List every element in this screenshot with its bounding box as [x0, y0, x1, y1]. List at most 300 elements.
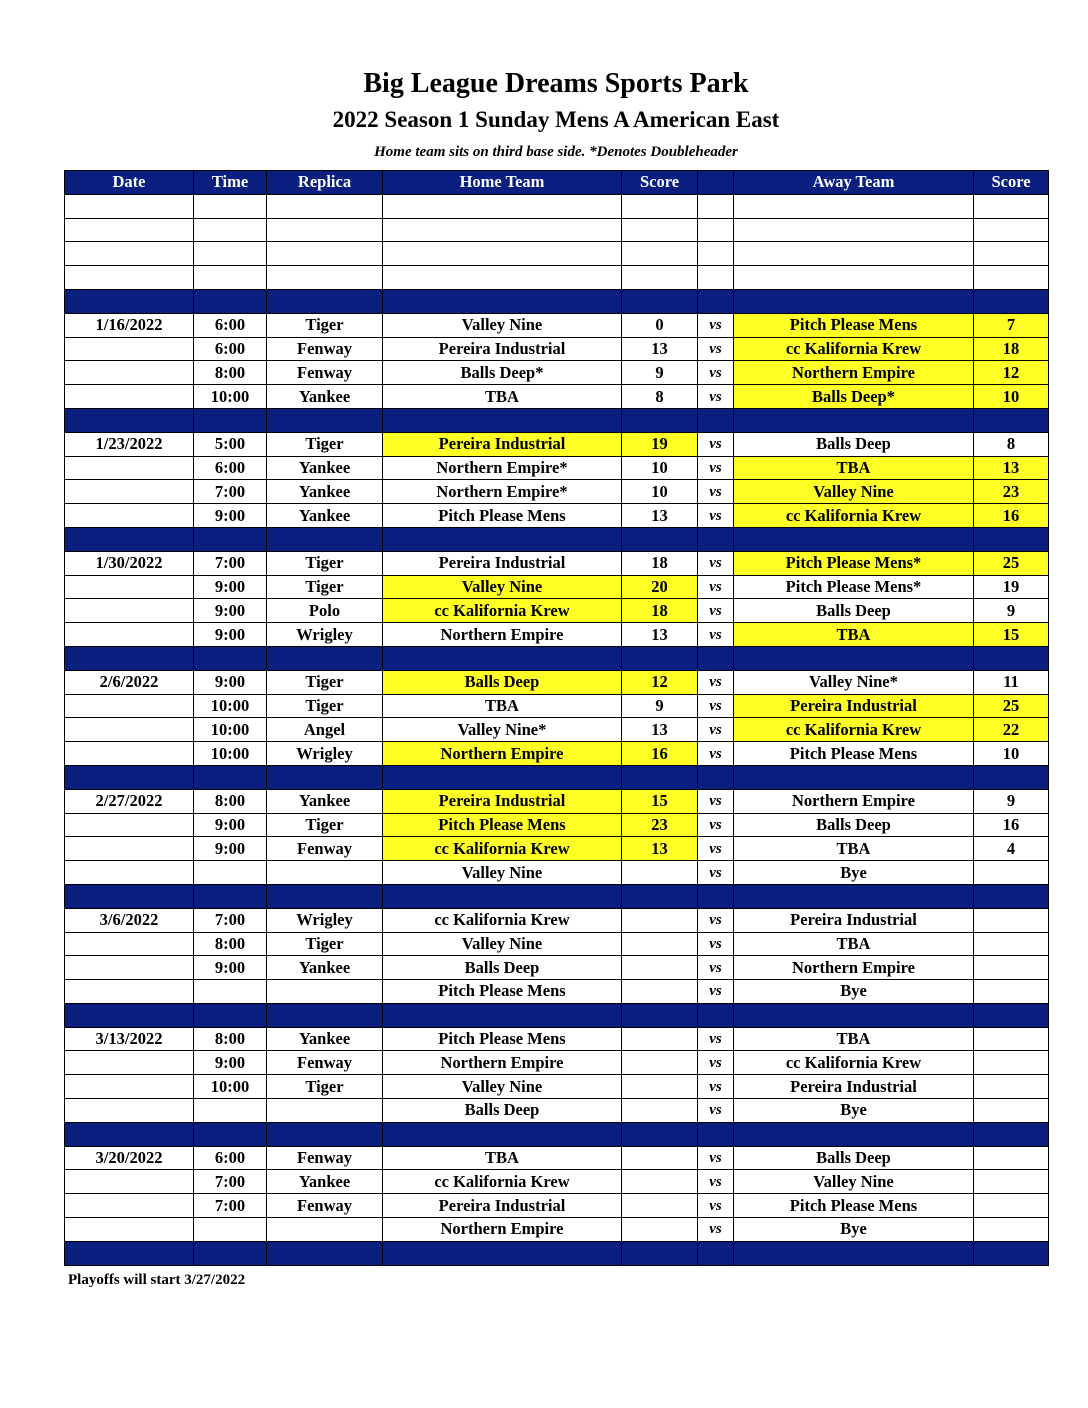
cell-away-team: cc Kalifornia Krew — [734, 1051, 974, 1075]
separator-row — [65, 884, 1049, 908]
cell-time: 7:00 — [194, 908, 267, 932]
game-row — [65, 599, 1049, 623]
cell-date: 3/6/2022 — [65, 908, 194, 932]
cell-vs: vs — [698, 1027, 734, 1051]
cell-away-score — [974, 218, 1049, 242]
cell-replica: Fenway — [267, 1051, 383, 1075]
cell-time — [194, 194, 267, 218]
cell-date — [65, 1241, 194, 1265]
cell-home-team: Balls Deep — [383, 956, 622, 980]
game-row — [65, 1051, 1049, 1075]
cell-time: 9:00 — [194, 837, 267, 861]
cell-home-score — [622, 932, 698, 956]
game-row — [65, 1170, 1049, 1194]
schedule-body — [65, 194, 1049, 1265]
cell-home-team: Northern Empire* — [383, 480, 622, 504]
cell-date — [65, 266, 194, 290]
cell-date — [65, 385, 194, 409]
cell-home-team: TBA — [383, 1146, 622, 1170]
cell-home-score — [622, 266, 698, 290]
cell-away-score — [974, 527, 1049, 551]
cell-vs: vs — [698, 313, 734, 337]
game-row — [65, 1146, 1049, 1170]
cell-away-score — [974, 884, 1049, 908]
cell-time: 10:00 — [194, 694, 267, 718]
cell-home-score: 13 — [622, 718, 698, 742]
cell-date: 1/30/2022 — [65, 551, 194, 575]
cell-time — [194, 1003, 267, 1027]
cell-time — [194, 527, 267, 551]
cell-vs: vs — [698, 789, 734, 813]
cell-home-score — [622, 242, 698, 266]
col-header-away-team: Away Team — [734, 171, 974, 195]
cell-home-team: Pereira Industrial — [383, 551, 622, 575]
cell-away-score: 4 — [974, 837, 1049, 861]
cell-home-score — [622, 1075, 698, 1099]
game-row — [65, 480, 1049, 504]
cell-replica: Yankee — [267, 504, 383, 528]
separator-row — [65, 527, 1049, 551]
cell-away-team: Northern Empire — [734, 361, 974, 385]
cell-away-team: Balls Deep — [734, 1146, 974, 1170]
cell-replica: Tiger — [267, 1075, 383, 1099]
cell-time — [194, 408, 267, 432]
playoffs-note: Playoffs will start 3/27/2022 — [68, 1272, 246, 1288]
cell-away-score — [974, 266, 1049, 290]
cell-home-team: cc Kalifornia Krew — [383, 837, 622, 861]
cell-home-score: 15 — [622, 789, 698, 813]
cell-vs: vs — [698, 861, 734, 885]
cell-away-score: 22 — [974, 718, 1049, 742]
cell-time: 6:00 — [194, 456, 267, 480]
cell-away-team: cc Kalifornia Krew — [734, 504, 974, 528]
game-row — [65, 1075, 1049, 1099]
cell-vs: vs — [698, 908, 734, 932]
cell-date: 1/23/2022 — [65, 432, 194, 456]
cell-date — [65, 194, 194, 218]
cell-away-team: Pereira Industrial — [734, 694, 974, 718]
cell-home-team: Valley Nine* — [383, 718, 622, 742]
cell-away-team: Northern Empire — [734, 789, 974, 813]
cell-home-score — [622, 765, 698, 789]
col-header-replica: Replica — [267, 171, 383, 195]
cell-time: 9:00 — [194, 813, 267, 837]
schedule-note: Home team sits on third base side. *Denotes Doubleheader — [374, 144, 738, 160]
cell-home-score — [622, 289, 698, 313]
cell-home-team: Pitch Please Mens — [383, 813, 622, 837]
separator-row — [65, 646, 1049, 670]
cell-replica: Fenway — [267, 1146, 383, 1170]
cell-time: 7:00 — [194, 480, 267, 504]
cell-away-score — [974, 1194, 1049, 1218]
header-row — [65, 171, 1049, 195]
cell-away-team — [734, 765, 974, 789]
cell-replica: Yankee — [267, 480, 383, 504]
cell-away-team: Bye — [734, 1218, 974, 1242]
cell-home-team: Valley Nine — [383, 313, 622, 337]
cell-time: 6:00 — [194, 313, 267, 337]
cell-time: 8:00 — [194, 1027, 267, 1051]
cell-away-team: Balls Deep — [734, 813, 974, 837]
cell-away-score: 9 — [974, 599, 1049, 623]
cell-replica — [267, 861, 383, 885]
cell-home-score — [622, 194, 698, 218]
cell-home-score — [622, 408, 698, 432]
cell-time: 8:00 — [194, 932, 267, 956]
cell-home-team: Pereira Industrial — [383, 432, 622, 456]
cell-home-team — [383, 266, 622, 290]
cell-replica: Wrigley — [267, 908, 383, 932]
game-row — [65, 623, 1049, 647]
cell-away-team: Pitch Please Mens — [734, 313, 974, 337]
cell-home-team: Valley Nine — [383, 575, 622, 599]
cell-away-score: 10 — [974, 742, 1049, 766]
cell-away-team — [734, 884, 974, 908]
cell-date — [65, 884, 194, 908]
cell-vs: vs — [698, 480, 734, 504]
cell-date — [65, 504, 194, 528]
cell-date — [65, 1218, 194, 1242]
cell-away-team: TBA — [734, 932, 974, 956]
cell-replica — [267, 194, 383, 218]
cell-date — [65, 1170, 194, 1194]
cell-away-team: Pereira Industrial — [734, 908, 974, 932]
game-row — [65, 456, 1049, 480]
cell-vs: vs — [698, 361, 734, 385]
cell-away-score — [974, 1122, 1049, 1146]
cell-time — [194, 1241, 267, 1265]
cell-date — [65, 646, 194, 670]
cell-away-team: Valley Nine — [734, 1170, 974, 1194]
cell-replica — [267, 242, 383, 266]
cell-away-team: Valley Nine — [734, 480, 974, 504]
cell-time: 10:00 — [194, 385, 267, 409]
cell-away-score: 7 — [974, 313, 1049, 337]
cell-vs: vs — [698, 1218, 734, 1242]
cell-date — [65, 980, 194, 1004]
cell-away-score — [974, 408, 1049, 432]
cell-time: 9:00 — [194, 670, 267, 694]
cell-date: 1/16/2022 — [65, 313, 194, 337]
cell-vs: vs — [698, 694, 734, 718]
cell-away-score: 25 — [974, 694, 1049, 718]
cell-date — [65, 575, 194, 599]
game-row — [65, 313, 1049, 337]
cell-date: 3/13/2022 — [65, 1027, 194, 1051]
cell-home-team: TBA — [383, 385, 622, 409]
cell-time — [194, 861, 267, 885]
cell-home-score: 8 — [622, 385, 698, 409]
cell-home-score — [622, 1146, 698, 1170]
cell-home-score — [622, 884, 698, 908]
cell-home-team: Northern Empire — [383, 1218, 622, 1242]
col-header-date: Date — [65, 171, 194, 195]
cell-home-team: Balls Deep* — [383, 361, 622, 385]
cell-home-team — [383, 884, 622, 908]
cell-away-team: Pitch Please Mens — [734, 742, 974, 766]
cell-away-score: 9 — [974, 789, 1049, 813]
cell-home-score — [622, 1027, 698, 1051]
game-row — [65, 1218, 1049, 1242]
cell-home-score: 9 — [622, 361, 698, 385]
cell-date — [65, 718, 194, 742]
cell-time — [194, 242, 267, 266]
cell-away-score — [974, 646, 1049, 670]
empty-row — [65, 242, 1049, 266]
page-subtitle: 2022 Season 1 Sunday Mens A American East — [332, 107, 780, 132]
cell-away-team — [734, 194, 974, 218]
cell-home-team: cc Kalifornia Krew — [383, 599, 622, 623]
cell-away-score: 18 — [974, 337, 1049, 361]
cell-date — [65, 480, 194, 504]
cell-home-score: 12 — [622, 670, 698, 694]
cell-date — [65, 1051, 194, 1075]
cell-vs — [698, 408, 734, 432]
cell-vs: vs — [698, 1099, 734, 1123]
page-title: Big League Dreams Sports Park — [363, 68, 749, 99]
cell-time: 8:00 — [194, 361, 267, 385]
cell-replica: Tiger — [267, 575, 383, 599]
cell-replica — [267, 1218, 383, 1242]
cell-time — [194, 646, 267, 670]
cell-away-team: cc Kalifornia Krew — [734, 337, 974, 361]
cell-away-team — [734, 266, 974, 290]
cell-away-score: 19 — [974, 575, 1049, 599]
cell-away-score — [974, 765, 1049, 789]
cell-home-score: 13 — [622, 837, 698, 861]
game-row — [65, 432, 1049, 456]
cell-home-score — [622, 1122, 698, 1146]
cell-away-team: Valley Nine* — [734, 670, 974, 694]
cell-home-team: Pereira Industrial — [383, 337, 622, 361]
cell-away-score: 25 — [974, 551, 1049, 575]
cell-away-score — [974, 289, 1049, 313]
game-row — [65, 861, 1049, 885]
cell-date — [65, 361, 194, 385]
cell-away-team: TBA — [734, 456, 974, 480]
cell-home-team: Northern Empire* — [383, 456, 622, 480]
cell-home-score — [622, 1241, 698, 1265]
cell-away-score: 16 — [974, 504, 1049, 528]
cell-time: 6:00 — [194, 337, 267, 361]
game-row — [65, 956, 1049, 980]
cell-away-team: Pereira Industrial — [734, 1075, 974, 1099]
cell-home-score: 18 — [622, 551, 698, 575]
cell-replica: Fenway — [267, 337, 383, 361]
cell-vs — [698, 218, 734, 242]
cell-away-score — [974, 1170, 1049, 1194]
cell-away-team: Pitch Please Mens* — [734, 575, 974, 599]
game-row — [65, 837, 1049, 861]
cell-date — [65, 742, 194, 766]
cell-time: 9:00 — [194, 956, 267, 980]
cell-vs: vs — [698, 837, 734, 861]
cell-home-score — [622, 646, 698, 670]
cell-date — [65, 527, 194, 551]
cell-time: 9:00 — [194, 599, 267, 623]
cell-vs: vs — [698, 623, 734, 647]
cell-replica: Yankee — [267, 1170, 383, 1194]
cell-time — [194, 1122, 267, 1146]
cell-away-team — [734, 1003, 974, 1027]
cell-away-score — [974, 1241, 1049, 1265]
cell-away-team: Balls Deep — [734, 432, 974, 456]
cell-away-team: TBA — [734, 623, 974, 647]
game-row — [65, 551, 1049, 575]
cell-home-team — [383, 1003, 622, 1027]
cell-home-score — [622, 956, 698, 980]
cell-home-score: 23 — [622, 813, 698, 837]
cell-home-score: 18 — [622, 599, 698, 623]
cell-away-team — [734, 242, 974, 266]
cell-vs: vs — [698, 1146, 734, 1170]
cell-date — [65, 956, 194, 980]
cell-date — [65, 765, 194, 789]
cell-date — [65, 599, 194, 623]
cell-time — [194, 266, 267, 290]
cell-replica — [267, 218, 383, 242]
cell-vs — [698, 1241, 734, 1265]
cell-away-team — [734, 527, 974, 551]
game-row — [65, 361, 1049, 385]
cell-away-team: cc Kalifornia Krew — [734, 718, 974, 742]
cell-home-score — [622, 1170, 698, 1194]
cell-replica: Yankee — [267, 385, 383, 409]
cell-home-score: 13 — [622, 623, 698, 647]
cell-replica — [267, 1241, 383, 1265]
cell-away-score — [974, 980, 1049, 1004]
cell-away-score — [974, 1099, 1049, 1123]
game-row — [65, 813, 1049, 837]
game-row — [65, 908, 1049, 932]
cell-home-team — [383, 218, 622, 242]
cell-replica: Wrigley — [267, 742, 383, 766]
cell-vs — [698, 765, 734, 789]
cell-date: 3/20/2022 — [65, 1146, 194, 1170]
game-row — [65, 980, 1049, 1004]
cell-vs — [698, 646, 734, 670]
cell-vs — [698, 194, 734, 218]
cell-date — [65, 694, 194, 718]
cell-home-score — [622, 218, 698, 242]
cell-home-score — [622, 527, 698, 551]
cell-away-score — [974, 1146, 1049, 1170]
cell-time: 10:00 — [194, 1075, 267, 1099]
cell-home-team — [383, 194, 622, 218]
cell-away-score — [974, 1218, 1049, 1242]
cell-away-score: 23 — [974, 480, 1049, 504]
cell-home-score — [622, 1051, 698, 1075]
cell-away-score: 12 — [974, 361, 1049, 385]
cell-home-score — [622, 1218, 698, 1242]
cell-away-team: TBA — [734, 1027, 974, 1051]
cell-replica: Fenway — [267, 837, 383, 861]
cell-home-team: Pereira Industrial — [383, 789, 622, 813]
cell-vs — [698, 884, 734, 908]
cell-vs: vs — [698, 1194, 734, 1218]
cell-date — [65, 932, 194, 956]
cell-away-score — [974, 908, 1049, 932]
cell-vs: vs — [698, 504, 734, 528]
cell-date — [65, 1122, 194, 1146]
cell-time — [194, 289, 267, 313]
cell-date: 2/6/2022 — [65, 670, 194, 694]
cell-vs: vs — [698, 813, 734, 837]
cell-vs: vs — [698, 1170, 734, 1194]
cell-vs: vs — [698, 742, 734, 766]
cell-home-team: Balls Deep — [383, 1099, 622, 1123]
cell-home-team — [383, 765, 622, 789]
cell-home-score: 10 — [622, 480, 698, 504]
cell-date — [65, 218, 194, 242]
cell-time: 9:00 — [194, 623, 267, 647]
cell-date — [65, 837, 194, 861]
cell-away-team — [734, 1241, 974, 1265]
cell-time: 7:00 — [194, 1170, 267, 1194]
cell-away-score: 11 — [974, 670, 1049, 694]
cell-home-team — [383, 1241, 622, 1265]
cell-replica: Angel — [267, 718, 383, 742]
cell-vs — [698, 266, 734, 290]
cell-replica: Yankee — [267, 456, 383, 480]
cell-home-score: 19 — [622, 432, 698, 456]
cell-home-score — [622, 1099, 698, 1123]
cell-replica: Yankee — [267, 789, 383, 813]
cell-vs — [698, 1122, 734, 1146]
cell-away-score — [974, 1003, 1049, 1027]
cell-home-score: 13 — [622, 337, 698, 361]
cell-date — [65, 1099, 194, 1123]
cell-home-team — [383, 646, 622, 670]
col-header-vs — [698, 171, 734, 195]
cell-date — [65, 408, 194, 432]
cell-home-team: cc Kalifornia Krew — [383, 908, 622, 932]
cell-away-team: Bye — [734, 861, 974, 885]
cell-time: 8:00 — [194, 789, 267, 813]
col-header-time: Time — [194, 171, 267, 195]
cell-time — [194, 218, 267, 242]
cell-away-score — [974, 194, 1049, 218]
cell-time: 6:00 — [194, 1146, 267, 1170]
cell-time — [194, 1099, 267, 1123]
cell-away-team: TBA — [734, 837, 974, 861]
cell-vs — [698, 527, 734, 551]
cell-time — [194, 980, 267, 1004]
game-row — [65, 694, 1049, 718]
cell-away-team: Pitch Please Mens* — [734, 551, 974, 575]
cell-replica — [267, 1003, 383, 1027]
cell-home-team: Valley Nine — [383, 932, 622, 956]
cell-vs: vs — [698, 932, 734, 956]
cell-time: 9:00 — [194, 575, 267, 599]
cell-date — [65, 813, 194, 837]
cell-vs: vs — [698, 1075, 734, 1099]
cell-time: 9:00 — [194, 504, 267, 528]
cell-home-score: 16 — [622, 742, 698, 766]
cell-home-score: 9 — [622, 694, 698, 718]
cell-vs: vs — [698, 718, 734, 742]
separator-row — [65, 1122, 1049, 1146]
cell-vs: vs — [698, 551, 734, 575]
cell-away-score — [974, 861, 1049, 885]
cell-away-score — [974, 1027, 1049, 1051]
cell-replica: Tiger — [267, 932, 383, 956]
cell-away-team: Northern Empire — [734, 956, 974, 980]
cell-away-score — [974, 932, 1049, 956]
cell-date — [65, 289, 194, 313]
game-row — [65, 742, 1049, 766]
cell-home-team: Valley Nine — [383, 861, 622, 885]
